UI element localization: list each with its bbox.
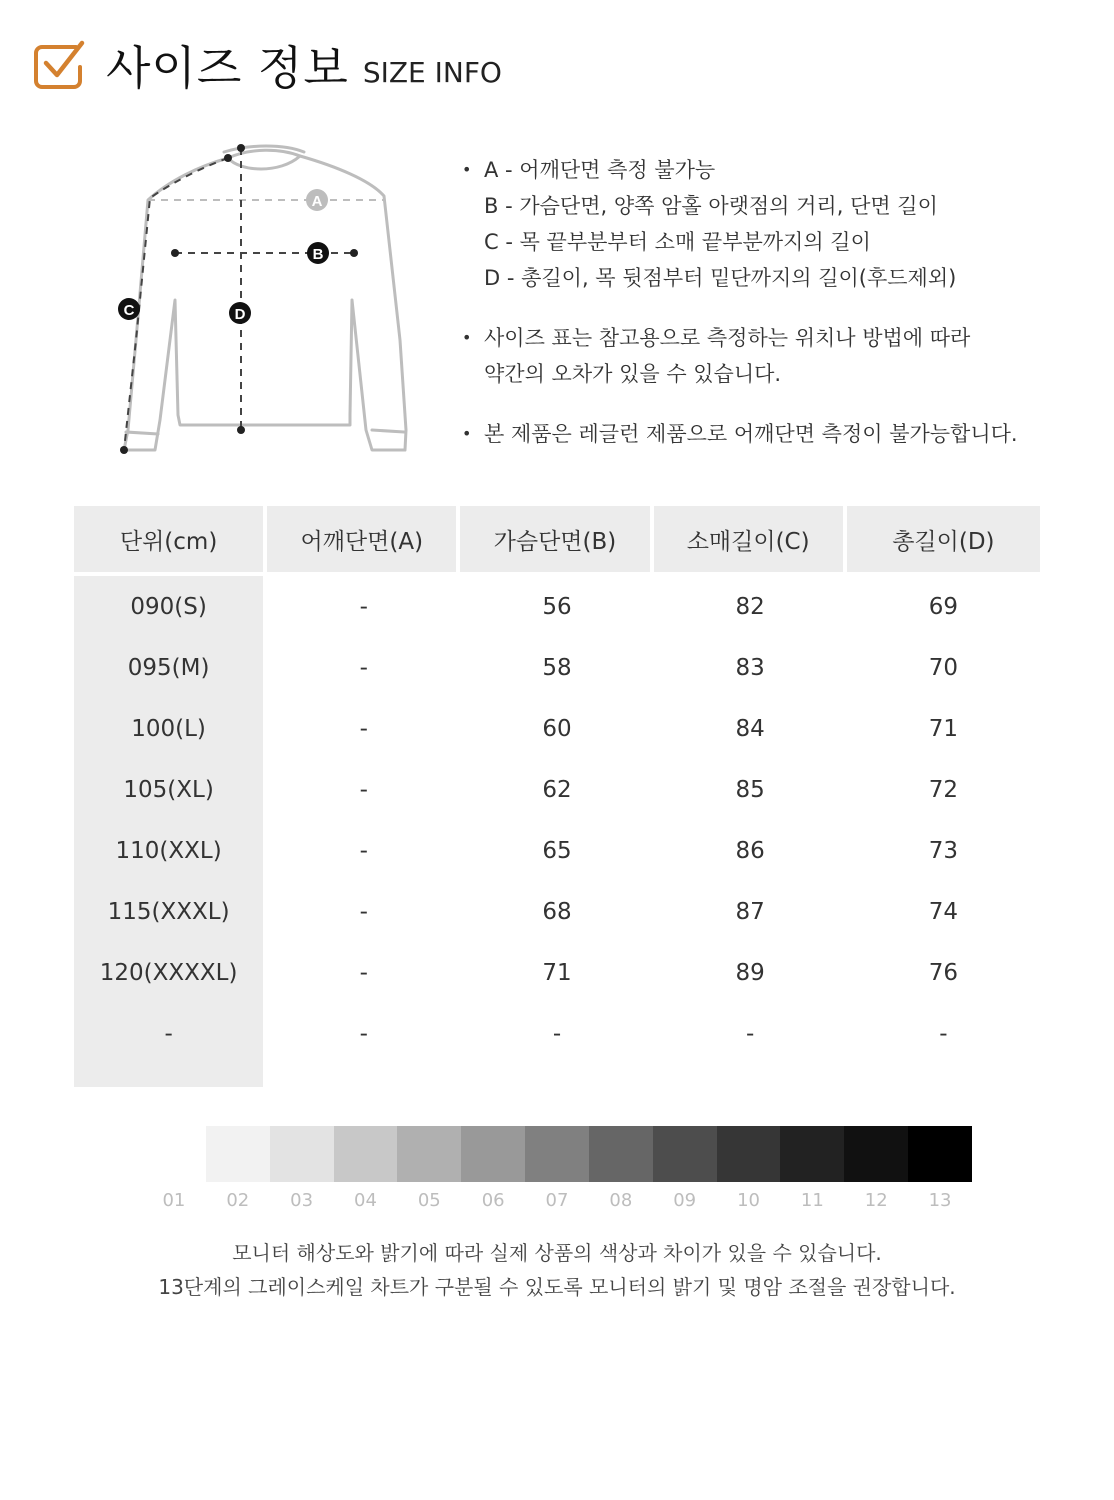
grayscale-swatch (844, 1126, 908, 1182)
shoulder-value: - (359, 715, 368, 742)
marker-c-label: C (123, 302, 135, 319)
measurement-notes (460, 152, 1080, 452)
shoulder-value: - (359, 898, 368, 925)
marker-d-label: D (234, 306, 246, 323)
size-label: 100(L) (74, 698, 267, 759)
length-value: 72 (928, 776, 959, 803)
shoulder-value: - (359, 837, 368, 864)
grayscale-swatch (270, 1126, 334, 1182)
chest-value: 68 (542, 898, 572, 925)
grayscale-swatch (717, 1126, 781, 1182)
size-label: 115(XXXL) (74, 881, 267, 942)
marker-d-icon (229, 302, 251, 324)
shoulder-value: - (359, 776, 368, 803)
length-value: 76 (928, 959, 959, 986)
sleeve-value: 85 (735, 776, 765, 803)
grayscale-step-label: 04 (354, 1190, 377, 1211)
grayscale-step-label: 13 (928, 1190, 952, 1211)
grayscale-swatch (397, 1126, 461, 1182)
grayscale-swatch (589, 1126, 653, 1182)
chest-value: 58 (542, 654, 572, 681)
grayscale-swatch (525, 1126, 589, 1182)
header-length: 총길이(D) (847, 506, 1040, 576)
chest-value: 62 (542, 776, 572, 803)
grayscale-swatch (461, 1126, 525, 1182)
shoulder-value: - (359, 593, 368, 620)
marker-b-icon (307, 242, 329, 264)
chest-value: - (552, 1020, 562, 1047)
header-chest: 가슴단면(B) (460, 506, 653, 576)
grayscale-chart (142, 1126, 972, 1182)
grayscale-step-label: 09 (673, 1190, 697, 1211)
grayscale-step-label: 08 (609, 1190, 633, 1211)
length-value: - (939, 1020, 948, 1047)
table-row (74, 576, 1040, 637)
grayscale-step-label: 05 (417, 1190, 441, 1211)
table-row (74, 698, 1040, 759)
table-row (74, 637, 1040, 698)
table-row (74, 1003, 1040, 1087)
notice-line-1: 모니터 해상도와 밝기에 따라 실제 상품의 색상과 차이가 있을 수 있습니다. (232, 1241, 882, 1265)
grayscale-labels (142, 1190, 972, 1211)
checkbox-check-icon (32, 37, 88, 93)
marker-b-label: B (312, 246, 324, 263)
sleeve-value: 84 (735, 715, 765, 742)
grayscale-step-label: 01 (162, 1190, 186, 1211)
page-subtitle: SIZE INFO (362, 55, 502, 89)
table-row (74, 759, 1040, 820)
length-value: 71 (928, 715, 959, 742)
sleeve-value: 89 (735, 959, 765, 986)
shoulder-value: - (359, 1020, 368, 1047)
notice-line-2: 13단계의 그레이스케일 차트가 구분될 수 있도록 모니터의 밝기 및 명암 조절을 권장합니다. (158, 1275, 956, 1299)
definition-c: C - 목 끝부분부터 소매 끝부분까지의 길이 (484, 230, 871, 254)
sweater-measurement-diagram (100, 140, 430, 470)
sleeve-value: 86 (735, 837, 765, 864)
grayscale-swatch (780, 1126, 844, 1182)
raglan-note: • 본 제품은 레글런 제품으로 어깨단면 측정이 불가능합니다. (460, 416, 1080, 452)
marker-a-label: A (311, 193, 323, 210)
disclaimer-line-1: • 사이즈 표는 참고용으로 측정하는 위치나 방법에 따라 (460, 320, 1080, 356)
header-sleeve: 소매길이(C) (654, 506, 847, 576)
length-value: 69 (928, 593, 959, 620)
size-table-header (74, 506, 1040, 576)
grayscale-step-label: 10 (737, 1190, 760, 1211)
grayscale-swatch (334, 1126, 398, 1182)
grayscale-swatch (142, 1126, 206, 1182)
size-label: - (74, 1003, 267, 1087)
size-label: 090(S) (74, 576, 267, 637)
shoulder-value: - (359, 654, 368, 681)
grayscale-step-label: 03 (290, 1190, 314, 1211)
sleeve-value: 83 (735, 654, 765, 681)
table-row (74, 942, 1040, 1003)
page-title: 사이즈 정보 (106, 41, 349, 95)
page-header (32, 30, 502, 100)
header-shoulder: 어깨단면(A) (267, 506, 460, 576)
definition-d: D - 총길이, 목 뒷점부터 밑단까지의 길이(후드제외) (484, 266, 957, 290)
grayscale-step-label: 11 (800, 1190, 824, 1211)
sleeve-value: 82 (735, 593, 765, 620)
grayscale-step-label: 07 (545, 1190, 569, 1211)
grayscale-swatch (908, 1126, 972, 1182)
table-row (74, 820, 1040, 881)
definition-a: • A - 어깨단면 측정 불가능 (460, 152, 1080, 188)
marker-c-icon (118, 298, 140, 320)
disclaimer-line-2: 약간의 오차가 있을 수 있습니다. (484, 362, 782, 386)
length-value: 74 (928, 898, 959, 925)
definition-b: B - 가슴단면, 양쪽 암홀 아랫점의 거리, 단면 길이 (484, 194, 938, 218)
size-table (74, 506, 1040, 1087)
grayscale-swatch (206, 1126, 270, 1182)
grayscale-step-label: 12 (864, 1190, 888, 1211)
chest-value: 65 (542, 837, 572, 864)
marker-a-icon (306, 189, 328, 211)
size-label: 095(M) (74, 637, 267, 698)
sleeve-value: 87 (735, 898, 765, 925)
chest-value: 71 (542, 959, 572, 986)
shoulder-value: - (359, 959, 368, 986)
grayscale-step-label: 02 (226, 1190, 250, 1211)
monitor-notice (0, 1236, 1114, 1304)
table-row (74, 881, 1040, 942)
size-label: 110(XXL) (74, 820, 267, 881)
length-value: 70 (928, 654, 959, 681)
length-value: 73 (928, 837, 959, 864)
grayscale-step-label: 06 (481, 1190, 505, 1211)
sweater-outline (124, 146, 406, 450)
size-label: 105(XL) (74, 759, 267, 820)
sleeve-value: - (746, 1020, 755, 1047)
chest-value: 56 (542, 593, 572, 620)
size-label: 120(XXXXL) (74, 942, 267, 1003)
header-unit: 단위(cm) (74, 506, 267, 576)
grayscale-swatch (653, 1126, 717, 1182)
chest-value: 60 (542, 715, 572, 742)
